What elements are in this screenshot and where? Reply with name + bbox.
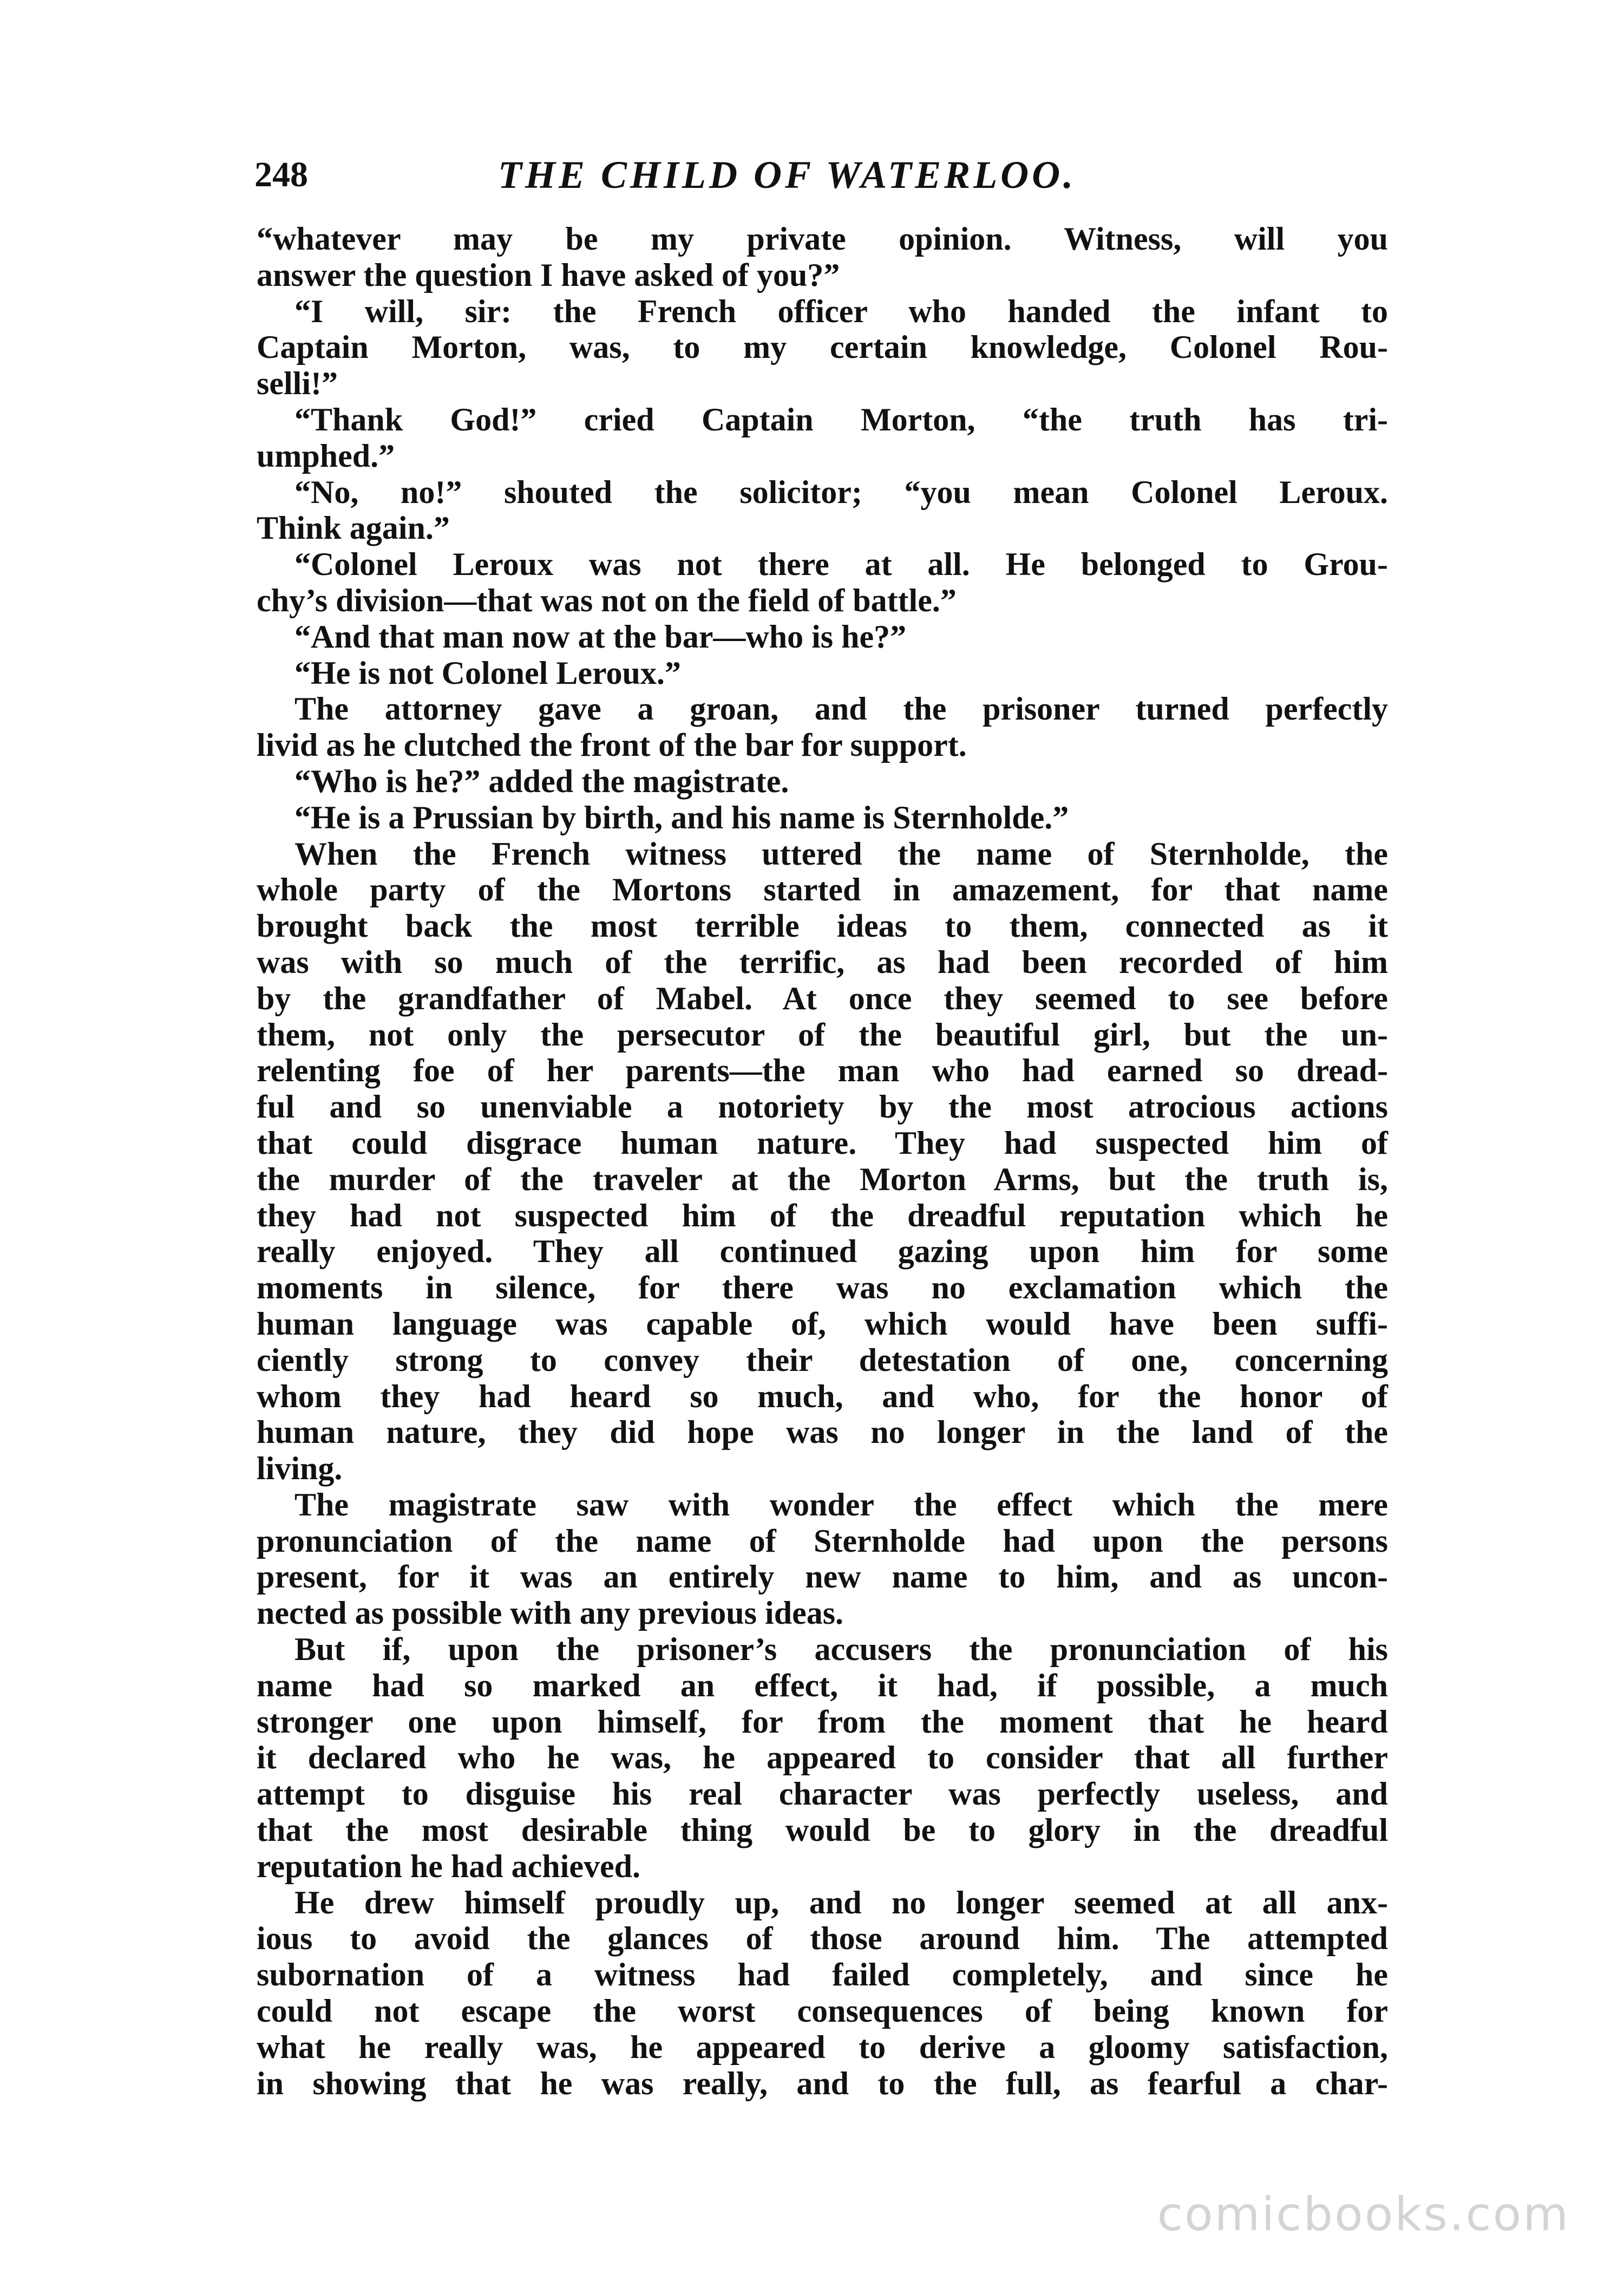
text-line: it declared who he was, he appeared to consider that all further bbox=[257, 1740, 1388, 1776]
text-line: was with so much of the terrific, as had been recorded of him bbox=[257, 944, 1388, 980]
text-line: “whatever may be my private opinion. Witness, will you bbox=[257, 221, 1388, 257]
text-line: whom they had heard so much, and who, for the honor of bbox=[257, 1378, 1388, 1414]
text-line: in showing that he was really, and to the full, as fearful a char- bbox=[257, 2065, 1388, 2101]
body-text bbox=[257, 221, 1388, 2101]
text-line: ful and so unenviable a notoriety by the most atrocious actions bbox=[257, 1089, 1388, 1125]
text-line: ious to avoid the glances of those around him. The attempted bbox=[257, 1920, 1388, 1957]
text-line: “And that man now at the bar—who is he?” bbox=[294, 618, 907, 655]
text-line: what he really was, he appeared to derive a gloomy satisfaction, bbox=[257, 2029, 1388, 2065]
text-line: that could disgrace human nature. They had suspected him of bbox=[257, 1125, 1388, 1161]
text-line: Think again.” bbox=[257, 510, 450, 546]
text-line: they had not suspected him of the dreadful reputation which he bbox=[257, 1197, 1388, 1233]
text-line: He drew himself proudly up, and no longer seemed at all anx- bbox=[294, 1884, 1388, 1920]
text-line: subornation of a witness had failed completely, and since he bbox=[257, 1957, 1388, 1993]
text-line: human nature, they did hope was no longer in the land of the bbox=[257, 1414, 1388, 1450]
text-line: reputation he had achieved. bbox=[257, 1848, 640, 1884]
text-line: human language was capable of, which would have been suffi- bbox=[257, 1305, 1388, 1342]
text-line: When the French witness uttered the name of Sternholde, the bbox=[294, 835, 1388, 872]
text-line: “He is a Prussian by birth, and his name is Sternholde.” bbox=[294, 799, 1069, 835]
text-line: answer the question I have asked of you?” bbox=[257, 257, 840, 293]
text-line: nected as possible with any previous ideas. bbox=[257, 1595, 844, 1631]
text-line: the murder of the traveler at the Morton Arms, but the truth is, bbox=[257, 1161, 1388, 1197]
text-line: Captain Morton, was, to my certain knowledge, Colonel Rou- bbox=[257, 329, 1388, 365]
text-line: stronger one upon himself, for from the moment that he heard bbox=[257, 1703, 1388, 1740]
text-line: ciently strong to convey their detestation of one, concerning bbox=[257, 1342, 1388, 1378]
page-header bbox=[254, 151, 1158, 199]
text-line: attempt to disguise his real character was perfectly useless, and bbox=[257, 1776, 1388, 1812]
text-line: moments in silence, for there was no exclamation which the bbox=[257, 1270, 1388, 1306]
text-line: could not escape the worst consequences of being known for bbox=[257, 1993, 1388, 2029]
text-line: name had so marked an effect, it had, if possible, a much bbox=[257, 1667, 1388, 1703]
text-line: “He is not Colonel Leroux.” bbox=[294, 655, 681, 691]
text-line: But if, upon the prisoner’s accusers the pronunciation of his bbox=[294, 1631, 1388, 1668]
text-line: that the most desirable thing would be to glory in the dreadful bbox=[257, 1812, 1388, 1848]
running-title: THE CHILD OF WATERLOO. bbox=[498, 153, 1077, 197]
text-line: pronunciation of the name of Sternholde had upon the persons bbox=[257, 1522, 1388, 1559]
text-line: brought back the most terrible ideas to them, connected as it bbox=[257, 908, 1388, 944]
text-line: umphed.” bbox=[257, 437, 395, 474]
text-line: really enjoyed. They all continued gazing upon him for some bbox=[257, 1233, 1388, 1270]
text-line: by the grandfather of Mabel. At once they seemed to see before bbox=[257, 980, 1388, 1016]
text-line: chy’s division—that was not on the field of battle.” bbox=[257, 582, 957, 618]
text-line: “Colonel Leroux was not there at all. He belonged to Grou- bbox=[294, 546, 1388, 583]
site-watermark: comicbooks.com bbox=[1157, 2187, 1570, 2242]
text-line: The magistrate saw with wonder the effect which the mere bbox=[294, 1486, 1388, 1522]
text-line: livid as he clutched the front of the bar for support. bbox=[257, 727, 967, 763]
text-line: “Who is he?” added the magistrate. bbox=[294, 763, 789, 799]
text-line: “I will, sir: the French officer who handed the infant to bbox=[294, 293, 1388, 329]
text-line: The attorney gave a groan, and the prisoner turned perfectly bbox=[294, 691, 1388, 727]
text-line: them, not only the persecutor of the beautiful girl, but the un- bbox=[257, 1016, 1388, 1053]
text-line: present, for it was an entirely new name to him, and as uncon- bbox=[257, 1559, 1388, 1595]
text-line: “Thank God!” cried Captain Morton, “the truth has tri- bbox=[294, 401, 1388, 437]
text-line: relenting foe of her parents—the man who had earned so dread- bbox=[257, 1053, 1388, 1089]
text-line: living. bbox=[257, 1450, 343, 1487]
text-line: “No, no!” shouted the solicitor; “you mean Colonel Leroux. bbox=[294, 474, 1388, 510]
text-line: selli!” bbox=[257, 365, 338, 402]
page-number: 248 bbox=[254, 155, 308, 194]
text-line: whole party of the Mortons started in amazement, for that name bbox=[257, 872, 1388, 908]
